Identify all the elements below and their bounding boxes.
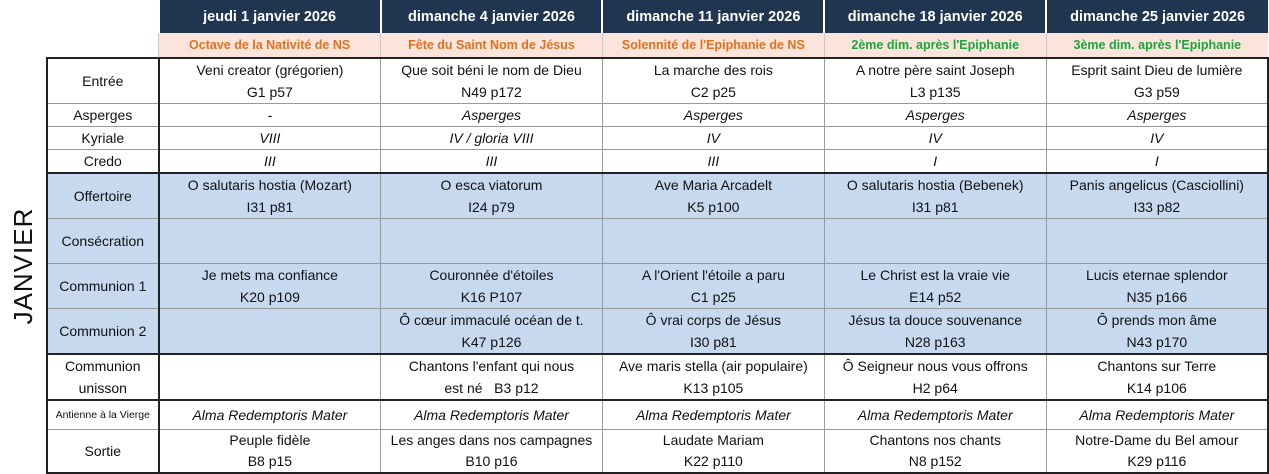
credo-cell: I [824,150,1046,174]
date-header: jeudi 1 janvier 2026 [159,0,381,33]
offertoire-cell: O esca viatorum I24 p79 [381,173,603,219]
sortie-cell: Notre-Dame du Bel amour K29 p116 [1046,430,1268,474]
date-header: dimanche 18 janvier 2026 [824,0,1046,33]
row-label-credo: Credo [47,150,159,174]
consecration-cell [602,219,824,264]
offertoire-cell: O salutaris hostia (Bebenek) I31 p81 [824,173,1046,219]
kyriale-cell: IV [824,127,1046,150]
asperges-cell: - [159,104,381,127]
communion-unisson-cell: Ave maris stella (air populaire) K13 p105 [602,354,824,400]
credo-cell: III [159,150,381,174]
entree-cell: La marche des rois C2 p25 [602,58,824,104]
row-label-entree: Entrée [47,58,159,104]
consecration-cell [381,219,603,264]
antienne-cell: Alma Redemptoris Mater [1046,400,1268,430]
date-header: dimanche 25 janvier 2026 [1046,0,1268,33]
credo-cell: III [602,150,824,174]
feast-label: 2ème dim. après l'Epiphanie [824,33,1046,58]
asperges-cell: Asperges [1046,104,1268,127]
credo-cell: III [381,150,603,174]
communion-unisson-cell: Ô Seigneur nous vous offrons H2 p64 [824,354,1046,400]
sortie-cell: Les anges dans nos campagnes B10 p16 [381,430,603,474]
communion-unisson-cell: Chantons l'enfant qui nous est né B3 p12 [381,354,603,400]
corner-blank [0,0,47,33]
consecration-cell [159,219,381,264]
antienne-cell: Alma Redemptoris Mater [602,400,824,430]
communion-unisson-cell [159,354,381,400]
row-label-consecration: Consécration [47,219,159,264]
communion2-cell [159,309,381,355]
consecration-cell [1046,219,1268,264]
communion2-cell: Ô prends mon âme N43 p170 [1046,309,1268,355]
offertoire-cell: O salutaris hostia (Mozart) I31 p81 [159,173,381,219]
communion2-cell: Jésus ta douce souvenance N28 p163 [824,309,1046,355]
offertoire-cell: Panis angelicus (Casciollini) I33 p82 [1046,173,1268,219]
row-label-communion-unisson: Communion unisson [47,354,159,400]
feast-label: Octave de la Nativité de NS [159,33,381,58]
kyriale-cell: IV / gloria VIII [381,127,603,150]
sortie-cell: Laudate Mariam K22 p110 [602,430,824,474]
sortie-cell: Chantons nos chants N8 p152 [824,430,1046,474]
row-label-kyriale: Kyriale [47,127,159,150]
row-label-asperges: Asperges [47,104,159,127]
entree-cell: A notre père saint Joseph L3 p135 [824,58,1046,104]
sortie-cell: Peuple fidèle B8 p15 [159,430,381,474]
date-header: dimanche 11 janvier 2026 [602,0,824,33]
date-header: dimanche 4 janvier 2026 [381,0,603,33]
entree-cell: Que soit béni le nom de Dieu N49 p172 [381,58,603,104]
kyriale-cell: IV [602,127,824,150]
entree-cell: Veni creator (grégorien) G1 p57 [159,58,381,104]
row-label-communion-1: Communion 1 [47,264,159,309]
asperges-cell: Asperges [602,104,824,127]
month-label: JANVIER [7,207,38,324]
credo-cell: I [1046,150,1268,174]
row-label-communion-2: Communion 2 [47,309,159,355]
antienne-cell: Alma Redemptoris Mater [159,400,381,430]
antienne-cell: Alma Redemptoris Mater [381,400,603,430]
kyriale-cell: VIII [159,127,381,150]
corner-blank-2 [47,0,159,33]
feast-label: 3ème dim. après l'Epiphanie [1046,33,1268,58]
offertoire-cell: Ave Maria Arcadelt K5 p100 [602,173,824,219]
communion1-cell: Le Christ est la vraie vie E14 p52 [824,264,1046,309]
communion2-cell: Ô cœur immaculé océan de t. K47 p126 [381,309,603,355]
communion-unisson-cell: Chantons sur Terre K14 p106 [1046,354,1268,400]
row-label-antienne: Antienne à la Vierge [47,400,159,430]
communion1-cell: Couronnée d'étoiles K16 P107 [381,264,603,309]
consecration-cell [824,219,1046,264]
antienne-cell: Alma Redemptoris Mater [824,400,1046,430]
communion2-cell: Ô vrai corps de Jésus I30 p81 [602,309,824,355]
feast-label: Solennité de l'Epiphanie de NS [602,33,824,58]
asperges-cell: Asperges [824,104,1046,127]
communion1-cell: Je mets ma confiance K20 p109 [159,264,381,309]
asperges-cell: Asperges [381,104,603,127]
kyriale-cell: IV [1046,127,1268,150]
entree-cell: Esprit saint Dieu de lumière G3 p59 [1046,58,1268,104]
communion1-cell: A l'Orient l'étoile a paru C1 p25 [602,264,824,309]
communion1-cell: Lucis eternae splendor N35 p166 [1046,264,1268,309]
row-label-offertoire: Offertoire [47,173,159,219]
row-label-sortie: Sortie [47,430,159,474]
feast-label: Fête du Saint Nom de Jésus [381,33,603,58]
